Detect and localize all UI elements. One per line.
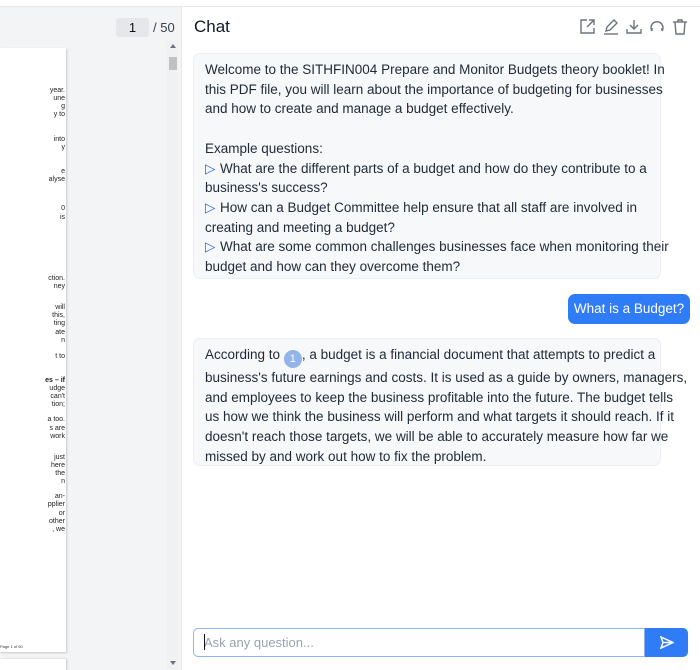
pdf-text-fragment: , we xyxy=(52,526,65,533)
pdf-text-fragment: ction. xyxy=(48,275,65,282)
answer-line: doesn't reach those targets, we will be able to accurately measure how far we xyxy=(205,429,669,445)
pdf-text-fragment: will xyxy=(55,304,65,311)
pdf-text-fragment: es – if xyxy=(45,377,65,384)
download-icon[interactable] xyxy=(624,17,644,37)
example-question-2[interactable] xyxy=(205,198,649,237)
scroll-thumb[interactable] xyxy=(169,57,177,70)
send-arrow-icon: ▷ xyxy=(205,199,216,215)
edit-icon[interactable] xyxy=(601,17,621,37)
answer-line: us how we think the business will perform and what targets it should reach. If it xyxy=(205,409,674,425)
pdf-text-fragment: t to xyxy=(55,353,65,360)
pdf-page-next[interactable] xyxy=(0,659,66,670)
scroll-down-arrow-icon[interactable] xyxy=(170,661,176,665)
send-icon xyxy=(660,636,674,649)
answer-message xyxy=(193,338,688,466)
citation-badge[interactable]: 1 xyxy=(284,350,302,368)
pdf-text-fragment: une xyxy=(53,95,65,102)
pdf-text-fragment: year. xyxy=(49,87,65,94)
welcome-message xyxy=(193,53,669,279)
pdf-text-fragment: ate xyxy=(55,329,65,336)
example-question-text: What are the different parts of a budget and how do they contribute to a xyxy=(220,160,647,176)
example-question-text: How can a Budget Committee help ensure that all staff are involved in xyxy=(220,199,637,215)
pdf-text-fragment: y xyxy=(61,144,65,151)
welcome-line: Welcome to the SITHFIN004 Prepare and Monitor Budgets theory booklet! In xyxy=(205,62,665,77)
welcome-line: and how to create and manage a budget effectively. xyxy=(205,101,514,117)
pdf-text-fragment: ting xyxy=(53,320,65,327)
answer-line: missed by and work out how to fix the problem. xyxy=(205,448,487,464)
answer-line: and employees to keep the business profitable into the future. The budget tells xyxy=(205,389,674,405)
pdf-text-fragment: y to xyxy=(53,111,65,118)
answer-prefix: According to xyxy=(205,347,281,362)
chat-title: Chat xyxy=(194,17,230,36)
pdf-text-fragment: alyse xyxy=(48,176,65,183)
share-icon[interactable] xyxy=(577,17,597,37)
example-question-3[interactable] xyxy=(205,237,669,276)
pdf-text-fragment: here xyxy=(50,462,65,469)
blank-line xyxy=(205,119,649,139)
page-total: / 50 xyxy=(153,20,175,35)
pdf-text-fragment: this, xyxy=(52,312,65,319)
pdf-text-fragment: tion; xyxy=(51,401,65,408)
pdf-toolbar xyxy=(0,7,181,45)
pdf-text-fragment: 0 xyxy=(61,205,65,212)
pdf-text-fragment: n xyxy=(61,337,65,344)
pdf-text-fragment: e xyxy=(61,168,65,175)
pdf-text-fragment: g xyxy=(61,103,65,110)
pdf-page-footer: Page 1 of 50 xyxy=(0,644,23,649)
question-input[interactable] xyxy=(194,629,644,656)
send-arrow-icon: ▷ xyxy=(205,239,216,255)
scroll-up-arrow-icon[interactable] xyxy=(170,44,176,48)
example-question-text: budget and how can they overcome them? xyxy=(205,259,461,275)
example-question-text: business's success? xyxy=(205,180,328,196)
pdf-text-fragment: other xyxy=(49,518,65,525)
pdf-text-fragment: a too. xyxy=(47,416,65,423)
examples-heading: Example questions: xyxy=(205,140,323,156)
pdf-text-fragment: just xyxy=(54,454,65,461)
pdf-text-fragment: an- xyxy=(54,493,65,500)
pdf-text-fragment: s are xyxy=(49,425,65,432)
text-cursor xyxy=(204,634,205,650)
answer-line: business's future earnings and costs. It is used as a guide by owners, managers, xyxy=(205,370,688,385)
pdf-text-fragment: udge xyxy=(49,385,65,392)
example-question-text: creating and meeting a budget? xyxy=(205,219,395,235)
welcome-line: this PDF file, you will learn about the importance of budgeting for businesses xyxy=(205,81,663,97)
page-number-input[interactable]: 1 xyxy=(116,18,149,37)
pdf-text-fragment: ney xyxy=(53,283,65,290)
user-message: What is a Budget? xyxy=(568,294,690,324)
pdf-text-fragment: is xyxy=(59,214,65,221)
pdf-viewer xyxy=(0,7,181,670)
pdf-text-fragment: can't xyxy=(50,393,65,400)
answer-first-line: , a budget is a financial document that attempts to predict a xyxy=(301,347,656,362)
refresh-icon[interactable] xyxy=(647,17,667,37)
pdf-text-fragment: or xyxy=(58,510,65,517)
pdf-scrollbar[interactable] xyxy=(167,41,178,670)
pdf-text-fragment: n xyxy=(61,478,65,485)
send-arrow-icon: ▷ xyxy=(205,160,216,176)
question-input-box[interactable] xyxy=(193,628,645,657)
pdf-text-fragment: pplier xyxy=(47,501,65,508)
pdf-text-fragment: into xyxy=(53,136,65,143)
trash-icon[interactable] xyxy=(670,17,690,37)
pdf-text-fragment: the xyxy=(55,470,65,477)
pdf-text-fragment: work xyxy=(50,433,65,440)
pdf-page[interactable] xyxy=(0,48,66,652)
pane-divider[interactable] xyxy=(181,7,182,670)
example-question-text: What are some common challenges businesses face when monitoring their xyxy=(220,239,669,255)
example-question-1[interactable] xyxy=(205,159,649,198)
send-button[interactable] xyxy=(645,628,688,657)
